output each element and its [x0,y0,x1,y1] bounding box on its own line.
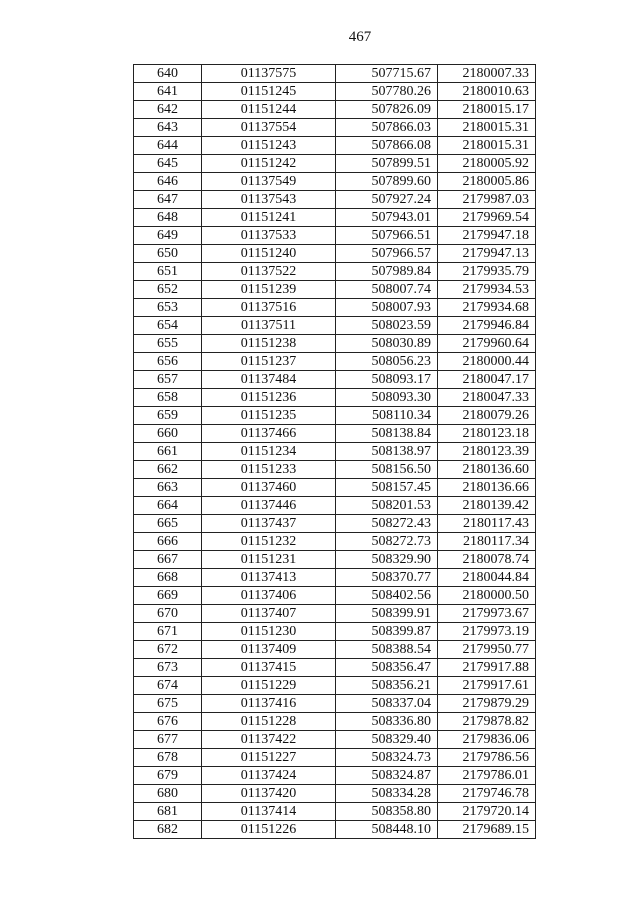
point-id-cell: 01151244 [202,101,336,119]
point-id-cell: 01137420 [202,785,336,803]
table-row [134,749,536,767]
point-id-cell: 01151241 [202,209,336,227]
point-number-cell: 650 [134,245,202,263]
y-coordinate-cell: 2180139.42 [438,497,536,515]
point-number-cell: 655 [134,335,202,353]
point-number-cell: 681 [134,803,202,821]
point-number-cell: 651 [134,263,202,281]
table-row [134,137,536,155]
y-coordinate-cell: 2180078.74 [438,551,536,569]
y-coordinate-cell: 2179689.15 [438,821,536,839]
point-number-cell: 660 [134,425,202,443]
x-coordinate-cell: 507927.24 [336,191,438,209]
point-id-cell: 01137466 [202,425,336,443]
x-coordinate-cell: 507899.60 [336,173,438,191]
table-row [134,245,536,263]
table-row [134,785,536,803]
x-coordinate-cell: 508138.97 [336,443,438,461]
x-coordinate-cell: 508358.80 [336,803,438,821]
y-coordinate-cell: 2180123.18 [438,425,536,443]
table-row [134,173,536,191]
point-number-cell: 659 [134,407,202,425]
x-coordinate-cell: 508156.50 [336,461,438,479]
y-coordinate-cell: 2180015.31 [438,119,536,137]
point-id-cell: 01137416 [202,695,336,713]
table-row [134,767,536,785]
x-coordinate-cell: 508329.40 [336,731,438,749]
point-id-cell: 01151228 [202,713,336,731]
point-number-cell: 678 [134,749,202,767]
x-coordinate-cell: 507826.09 [336,101,438,119]
coordinates-table-body [134,65,536,839]
table-row [134,731,536,749]
point-id-cell: 01137522 [202,263,336,281]
x-coordinate-cell: 507989.84 [336,263,438,281]
y-coordinate-cell: 2179950.77 [438,641,536,659]
point-number-cell: 652 [134,281,202,299]
x-coordinate-cell: 507866.03 [336,119,438,137]
y-coordinate-cell: 2180000.50 [438,587,536,605]
point-id-cell: 01151242 [202,155,336,173]
point-id-cell: 01151243 [202,137,336,155]
y-coordinate-cell: 2179946.84 [438,317,536,335]
point-number-cell: 675 [134,695,202,713]
point-id-cell: 01151237 [202,353,336,371]
x-coordinate-cell: 508201.53 [336,497,438,515]
point-id-cell: 01151236 [202,389,336,407]
point-id-cell: 01137575 [202,65,336,83]
table-row [134,101,536,119]
point-id-cell: 01137414 [202,803,336,821]
point-number-cell: 677 [134,731,202,749]
x-coordinate-cell: 508370.77 [336,569,438,587]
table-row [134,65,536,83]
x-coordinate-cell: 508399.87 [336,623,438,641]
point-number-cell: 666 [134,533,202,551]
x-coordinate-cell: 508356.21 [336,677,438,695]
point-id-cell: 01151235 [202,407,336,425]
point-number-cell: 671 [134,623,202,641]
x-coordinate-cell: 508337.04 [336,695,438,713]
x-coordinate-cell: 508093.30 [336,389,438,407]
y-coordinate-cell: 2179934.53 [438,281,536,299]
point-id-cell: 01137554 [202,119,336,137]
table-row [134,605,536,623]
point-number-cell: 641 [134,83,202,101]
table-row [134,803,536,821]
point-number-cell: 662 [134,461,202,479]
point-id-cell: 01151240 [202,245,336,263]
point-number-cell: 663 [134,479,202,497]
table-row [134,191,536,209]
table-row [134,371,536,389]
point-id-cell: 01137407 [202,605,336,623]
point-number-cell: 670 [134,605,202,623]
y-coordinate-cell: 2180123.39 [438,443,536,461]
point-id-cell: 01137549 [202,173,336,191]
point-id-cell: 01137511 [202,317,336,335]
point-number-cell: 654 [134,317,202,335]
x-coordinate-cell: 508030.89 [336,335,438,353]
point-id-cell: 01137543 [202,191,336,209]
point-id-cell: 01137422 [202,731,336,749]
y-coordinate-cell: 2180015.31 [438,137,536,155]
point-number-cell: 656 [134,353,202,371]
table-row [134,713,536,731]
x-coordinate-cell: 508272.73 [336,533,438,551]
point-id-cell: 01151232 [202,533,336,551]
x-coordinate-cell: 507966.57 [336,245,438,263]
point-id-cell: 01151238 [202,335,336,353]
x-coordinate-cell: 507866.08 [336,137,438,155]
table-row [134,281,536,299]
y-coordinate-cell: 2179917.61 [438,677,536,695]
x-coordinate-cell: 507943.01 [336,209,438,227]
page-number: 467 [348,29,372,45]
x-coordinate-cell: 508110.34 [336,407,438,425]
x-coordinate-cell: 507966.51 [336,227,438,245]
y-coordinate-cell: 2179987.03 [438,191,536,209]
y-coordinate-cell: 2180007.33 [438,65,536,83]
point-id-cell: 01151233 [202,461,336,479]
table-row [134,263,536,281]
x-coordinate-cell: 508023.59 [336,317,438,335]
x-coordinate-cell: 508329.90 [336,551,438,569]
point-id-cell: 01151231 [202,551,336,569]
y-coordinate-cell: 2179836.06 [438,731,536,749]
x-coordinate-cell: 508324.87 [336,767,438,785]
x-coordinate-cell: 508334.28 [336,785,438,803]
x-coordinate-cell: 508272.43 [336,515,438,533]
y-coordinate-cell: 2179960.64 [438,335,536,353]
point-id-cell: 01137484 [202,371,336,389]
x-coordinate-cell: 507715.67 [336,65,438,83]
table-row [134,209,536,227]
point-id-cell: 01137413 [202,569,336,587]
y-coordinate-cell: 2180117.43 [438,515,536,533]
table-row [134,551,536,569]
table-row [134,317,536,335]
point-id-cell: 01137437 [202,515,336,533]
point-id-cell: 01137409 [202,641,336,659]
point-number-cell: 658 [134,389,202,407]
coordinates-table [133,64,536,839]
x-coordinate-cell: 508138.84 [336,425,438,443]
table-row [134,389,536,407]
table-row [134,119,536,137]
y-coordinate-cell: 2180044.84 [438,569,536,587]
point-number-cell: 643 [134,119,202,137]
point-id-cell: 01151229 [202,677,336,695]
table-row [134,659,536,677]
point-number-cell: 673 [134,659,202,677]
point-id-cell: 01137415 [202,659,336,677]
table-row [134,299,536,317]
y-coordinate-cell: 2180047.33 [438,389,536,407]
y-coordinate-cell: 2179720.14 [438,803,536,821]
point-number-cell: 661 [134,443,202,461]
table-row [134,227,536,245]
y-coordinate-cell: 2180079.26 [438,407,536,425]
point-number-cell: 669 [134,587,202,605]
point-id-cell: 01151226 [202,821,336,839]
x-coordinate-cell: 508399.91 [336,605,438,623]
y-coordinate-cell: 2180010.63 [438,83,536,101]
y-coordinate-cell: 2180000.44 [438,353,536,371]
point-number-cell: 648 [134,209,202,227]
x-coordinate-cell: 508336.80 [336,713,438,731]
point-number-cell: 653 [134,299,202,317]
table-row [134,353,536,371]
point-number-cell: 640 [134,65,202,83]
x-coordinate-cell: 508388.54 [336,641,438,659]
x-coordinate-cell: 508093.17 [336,371,438,389]
table-row [134,641,536,659]
y-coordinate-cell: 2180005.92 [438,155,536,173]
x-coordinate-cell: 508157.45 [336,479,438,497]
point-number-cell: 647 [134,191,202,209]
y-coordinate-cell: 2179973.67 [438,605,536,623]
x-coordinate-cell: 508448.10 [336,821,438,839]
table-row [134,515,536,533]
y-coordinate-cell: 2180015.17 [438,101,536,119]
y-coordinate-cell: 2179786.01 [438,767,536,785]
point-number-cell: 667 [134,551,202,569]
point-id-cell: 01137424 [202,767,336,785]
x-coordinate-cell: 507899.51 [336,155,438,173]
y-coordinate-cell: 2179969.54 [438,209,536,227]
x-coordinate-cell: 508007.93 [336,299,438,317]
table-row [134,83,536,101]
point-number-cell: 674 [134,677,202,695]
table-row [134,335,536,353]
table-row [134,821,536,839]
y-coordinate-cell: 2179935.79 [438,263,536,281]
x-coordinate-cell: 508007.74 [336,281,438,299]
point-number-cell: 645 [134,155,202,173]
y-coordinate-cell: 2179879.29 [438,695,536,713]
point-id-cell: 01151234 [202,443,336,461]
y-coordinate-cell: 2180047.17 [438,371,536,389]
point-id-cell: 01151230 [202,623,336,641]
point-number-cell: 680 [134,785,202,803]
point-id-cell: 01137446 [202,497,336,515]
x-coordinate-cell: 508324.73 [336,749,438,767]
point-number-cell: 642 [134,101,202,119]
y-coordinate-cell: 2179947.18 [438,227,536,245]
table-row [134,533,536,551]
point-number-cell: 679 [134,767,202,785]
point-id-cell: 01151227 [202,749,336,767]
point-id-cell: 01137406 [202,587,336,605]
y-coordinate-cell: 2179746.78 [438,785,536,803]
point-number-cell: 682 [134,821,202,839]
y-coordinate-cell: 2179947.13 [438,245,536,263]
point-number-cell: 664 [134,497,202,515]
point-number-cell: 672 [134,641,202,659]
table-row [134,677,536,695]
y-coordinate-cell: 2179934.68 [438,299,536,317]
y-coordinate-cell: 2179973.19 [438,623,536,641]
x-coordinate-cell: 507780.26 [336,83,438,101]
point-number-cell: 665 [134,515,202,533]
point-id-cell: 01151239 [202,281,336,299]
point-id-cell: 01137516 [202,299,336,317]
table-row [134,425,536,443]
y-coordinate-cell: 2180136.66 [438,479,536,497]
y-coordinate-cell: 2180117.34 [438,533,536,551]
y-coordinate-cell: 2180136.60 [438,461,536,479]
table-row [134,443,536,461]
point-number-cell: 649 [134,227,202,245]
x-coordinate-cell: 508402.56 [336,587,438,605]
point-id-cell: 01137460 [202,479,336,497]
table-row [134,569,536,587]
table-row [134,155,536,173]
point-number-cell: 676 [134,713,202,731]
table-row [134,695,536,713]
table-row [134,479,536,497]
x-coordinate-cell: 508056.23 [336,353,438,371]
table-row [134,623,536,641]
y-coordinate-cell: 2179917.88 [438,659,536,677]
point-number-cell: 644 [134,137,202,155]
point-id-cell: 01137533 [202,227,336,245]
table-row [134,497,536,515]
point-number-cell: 646 [134,173,202,191]
point-number-cell: 668 [134,569,202,587]
x-coordinate-cell: 508356.47 [336,659,438,677]
point-number-cell: 657 [134,371,202,389]
point-id-cell: 01151245 [202,83,336,101]
y-coordinate-cell: 2179878.82 [438,713,536,731]
table-row [134,461,536,479]
y-coordinate-cell: 2179786.56 [438,749,536,767]
y-coordinate-cell: 2180005.86 [438,173,536,191]
table-row [134,407,536,425]
table-row [134,587,536,605]
